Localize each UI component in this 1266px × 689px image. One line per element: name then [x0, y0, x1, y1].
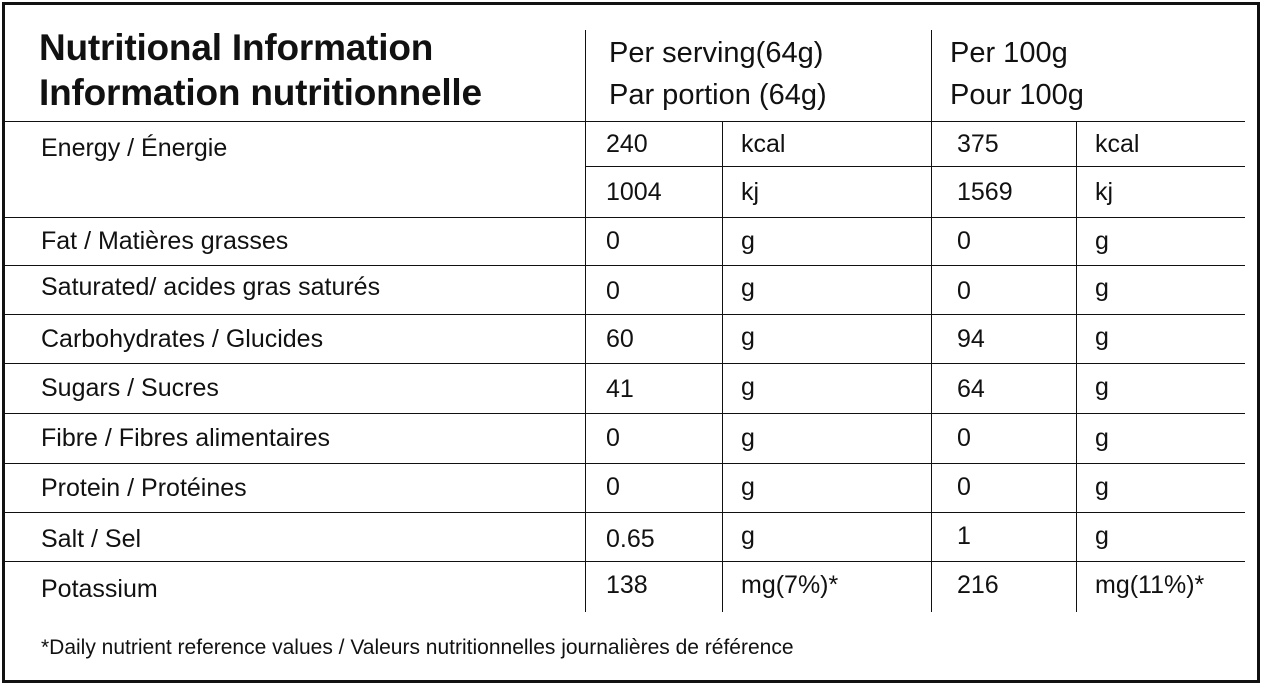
potassium-per100-value: 216 [957, 571, 999, 599]
header-per-100g-en: Per 100g [950, 37, 1068, 69]
protein-serving-value: 0 [606, 473, 620, 501]
title-english: Nutritional Information [39, 27, 434, 68]
energy-serving-kj-value: 1004 [606, 178, 662, 206]
divider-vertical-serving [585, 30, 586, 612]
sugars-per100-unit: g [1095, 373, 1109, 401]
divider-header [5, 121, 1245, 122]
header-per-serving-fr: Par portion (64g) [609, 79, 827, 111]
divider-row [5, 413, 1245, 414]
fat-serving-value: 0 [606, 227, 620, 255]
saturated-per100-unit: g [1095, 274, 1109, 302]
potassium-per100-unit: mg(11%)* [1095, 571, 1205, 599]
divider-row [5, 561, 1245, 562]
fibre-serving-unit: g [741, 424, 755, 452]
saturated-per100-value: 0 [957, 277, 971, 305]
energy-serving-kj-unit: kj [741, 178, 760, 206]
salt-per100-unit: g [1095, 522, 1109, 550]
divider-row [5, 463, 1245, 464]
carbohydrates-per100-unit: g [1095, 323, 1109, 351]
row-label-carbohydrates: Carbohydrates / Glucides [41, 325, 324, 353]
divider-vertical-per100-unit [1076, 121, 1077, 612]
carbohydrates-serving-value: 60 [606, 325, 634, 353]
divider-row [5, 265, 1245, 266]
row-label-salt: Salt / Sel [41, 525, 142, 553]
energy-per100-kcal-value: 375 [957, 130, 999, 158]
energy-per100-kcal-unit: kcal [1095, 130, 1140, 158]
row-label-sugars: Sugars / Sucres [41, 374, 219, 402]
divider-vertical-per100 [931, 30, 932, 612]
row-label-energy: Energy / Énergie [41, 134, 228, 162]
divider-row [5, 217, 1245, 218]
fibre-serving-value: 0 [606, 424, 620, 452]
sugars-serving-unit: g [741, 373, 755, 401]
row-label-saturated: Saturated/ acides gras saturés [41, 273, 381, 301]
header-per-100g-fr: Pour 100g [950, 79, 1084, 111]
energy-serving-kcal-unit: kcal [741, 130, 786, 158]
divider-energy-units [585, 166, 1245, 167]
salt-serving-unit: g [741, 522, 755, 550]
sugars-serving-value: 41 [606, 375, 634, 403]
carbohydrates-per100-value: 94 [957, 325, 985, 353]
sugars-per100-value: 64 [957, 375, 985, 403]
divider-row [5, 512, 1245, 513]
protein-per100-value: 0 [957, 473, 971, 501]
row-label-potassium: Potassium [41, 575, 158, 603]
fat-per100-value: 0 [957, 227, 971, 255]
fat-per100-unit: g [1095, 227, 1109, 255]
energy-per100-kj-unit: kj [1095, 178, 1114, 206]
carbohydrates-serving-unit: g [741, 323, 755, 351]
title-french: Information nutritionnelle [39, 72, 482, 113]
saturated-serving-unit: g [741, 274, 755, 302]
divider-row [5, 363, 1245, 364]
fibre-per100-value: 0 [957, 424, 971, 452]
salt-per100-value: 1 [957, 522, 971, 550]
fat-serving-unit: g [741, 227, 755, 255]
header-per-serving-en: Per serving(64g) [609, 37, 824, 69]
nutrition-table-frame [2, 2, 1260, 683]
divider-row [5, 314, 1245, 315]
saturated-serving-value: 0 [606, 277, 620, 305]
energy-serving-kcal-value: 240 [606, 130, 648, 158]
protein-serving-unit: g [741, 473, 755, 501]
protein-per100-unit: g [1095, 473, 1109, 501]
row-label-fat: Fat / Matières grasses [41, 227, 289, 255]
divider-vertical-serving-unit [722, 121, 723, 612]
potassium-serving-unit: mg(7%)* [741, 571, 839, 599]
salt-serving-value: 0.65 [606, 525, 655, 553]
footnote: *Daily nutrient reference values / Valeurs nutritionnelles journalières de référence [41, 636, 794, 659]
potassium-serving-value: 138 [606, 571, 648, 599]
row-label-protein: Protein / Protéines [41, 474, 247, 502]
fibre-per100-unit: g [1095, 424, 1109, 452]
energy-per100-kj-value: 1569 [957, 178, 1013, 206]
row-label-fibre: Fibre / Fibres alimentaires [41, 424, 330, 452]
